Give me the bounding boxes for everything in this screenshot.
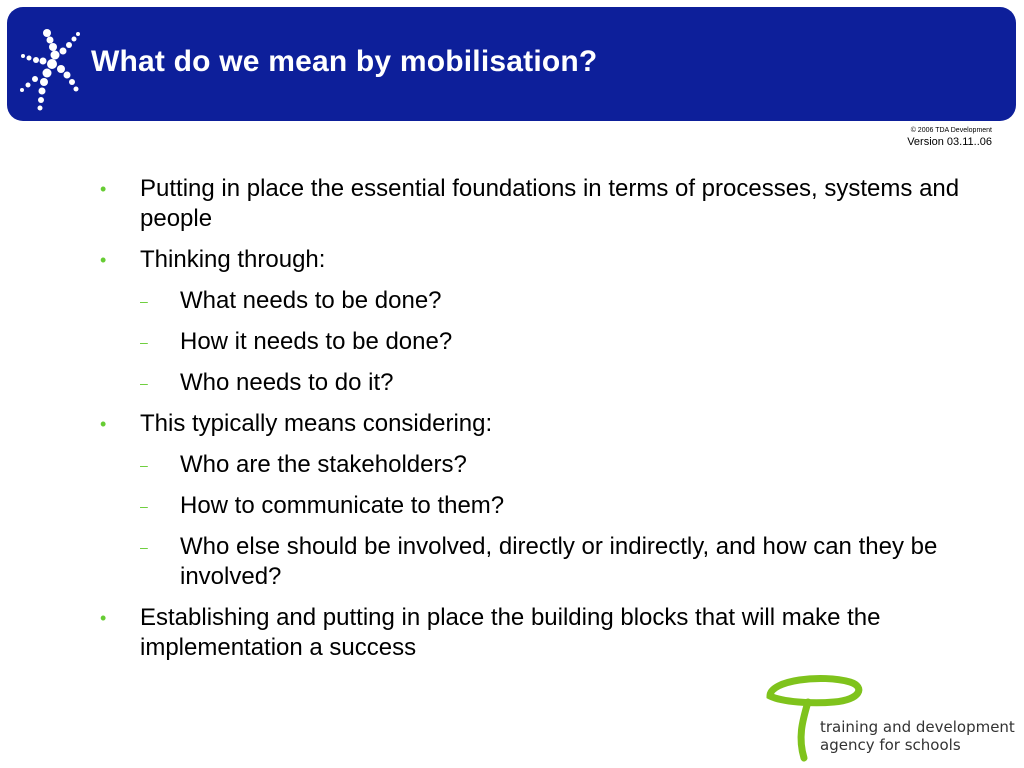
bullet-list xyxy=(100,174,960,674)
list-item-text: How it needs to be done? xyxy=(180,328,453,355)
bullet-dash: – xyxy=(140,539,148,555)
list-item xyxy=(100,491,960,521)
list-item-text: Who are the stakeholders? xyxy=(180,451,467,478)
footer-line2: agency for schools xyxy=(820,736,961,754)
list-item xyxy=(100,409,960,439)
slide-meta xyxy=(907,127,992,148)
footer-logo xyxy=(762,672,1015,764)
list-item-text: How to communicate to them? xyxy=(180,492,505,519)
list-item xyxy=(100,286,960,316)
list-item-text: Who needs to do it? xyxy=(180,369,394,396)
bullet-dot: • xyxy=(100,414,107,434)
list-item-text: Thinking through: xyxy=(140,246,326,273)
copyright-text: © 2006 TDA Development xyxy=(910,127,992,134)
footer-line1: training and development xyxy=(820,718,1015,736)
list-item-text: Who else should be involved, directly or indirectly, and how can they be involved? xyxy=(180,533,938,590)
list-item-text: Establishing and putting in place the building blocks that will make the implementation a success xyxy=(140,604,881,661)
list-item xyxy=(100,532,960,592)
list-item xyxy=(100,368,960,398)
bullet-dash: – xyxy=(140,457,148,473)
bullet-dash: – xyxy=(140,498,148,514)
list-item-text: Putting in place the essential foundations in terms of processes, systems and people xyxy=(140,175,960,232)
tda-star-figure-icon xyxy=(17,25,83,113)
bullet-dash: – xyxy=(140,375,148,391)
list-item-text: This typically means considering: xyxy=(140,410,493,437)
bullet-dash: – xyxy=(140,334,148,350)
list-item xyxy=(100,245,960,275)
version-text: Version 03.11..06 xyxy=(907,135,992,148)
bullet-dot: • xyxy=(100,608,107,628)
list-item-text: What needs to be done? xyxy=(180,287,442,314)
list-item xyxy=(100,327,960,357)
list-item xyxy=(100,450,960,480)
bullet-dot: • xyxy=(100,250,107,270)
slide-title: What do we mean by mobilisation? xyxy=(91,45,598,78)
bullet-dot: • xyxy=(100,179,107,199)
bullet-dash: – xyxy=(140,293,148,309)
header-band xyxy=(7,7,1016,121)
list-item xyxy=(100,174,960,234)
list-item xyxy=(100,603,960,663)
